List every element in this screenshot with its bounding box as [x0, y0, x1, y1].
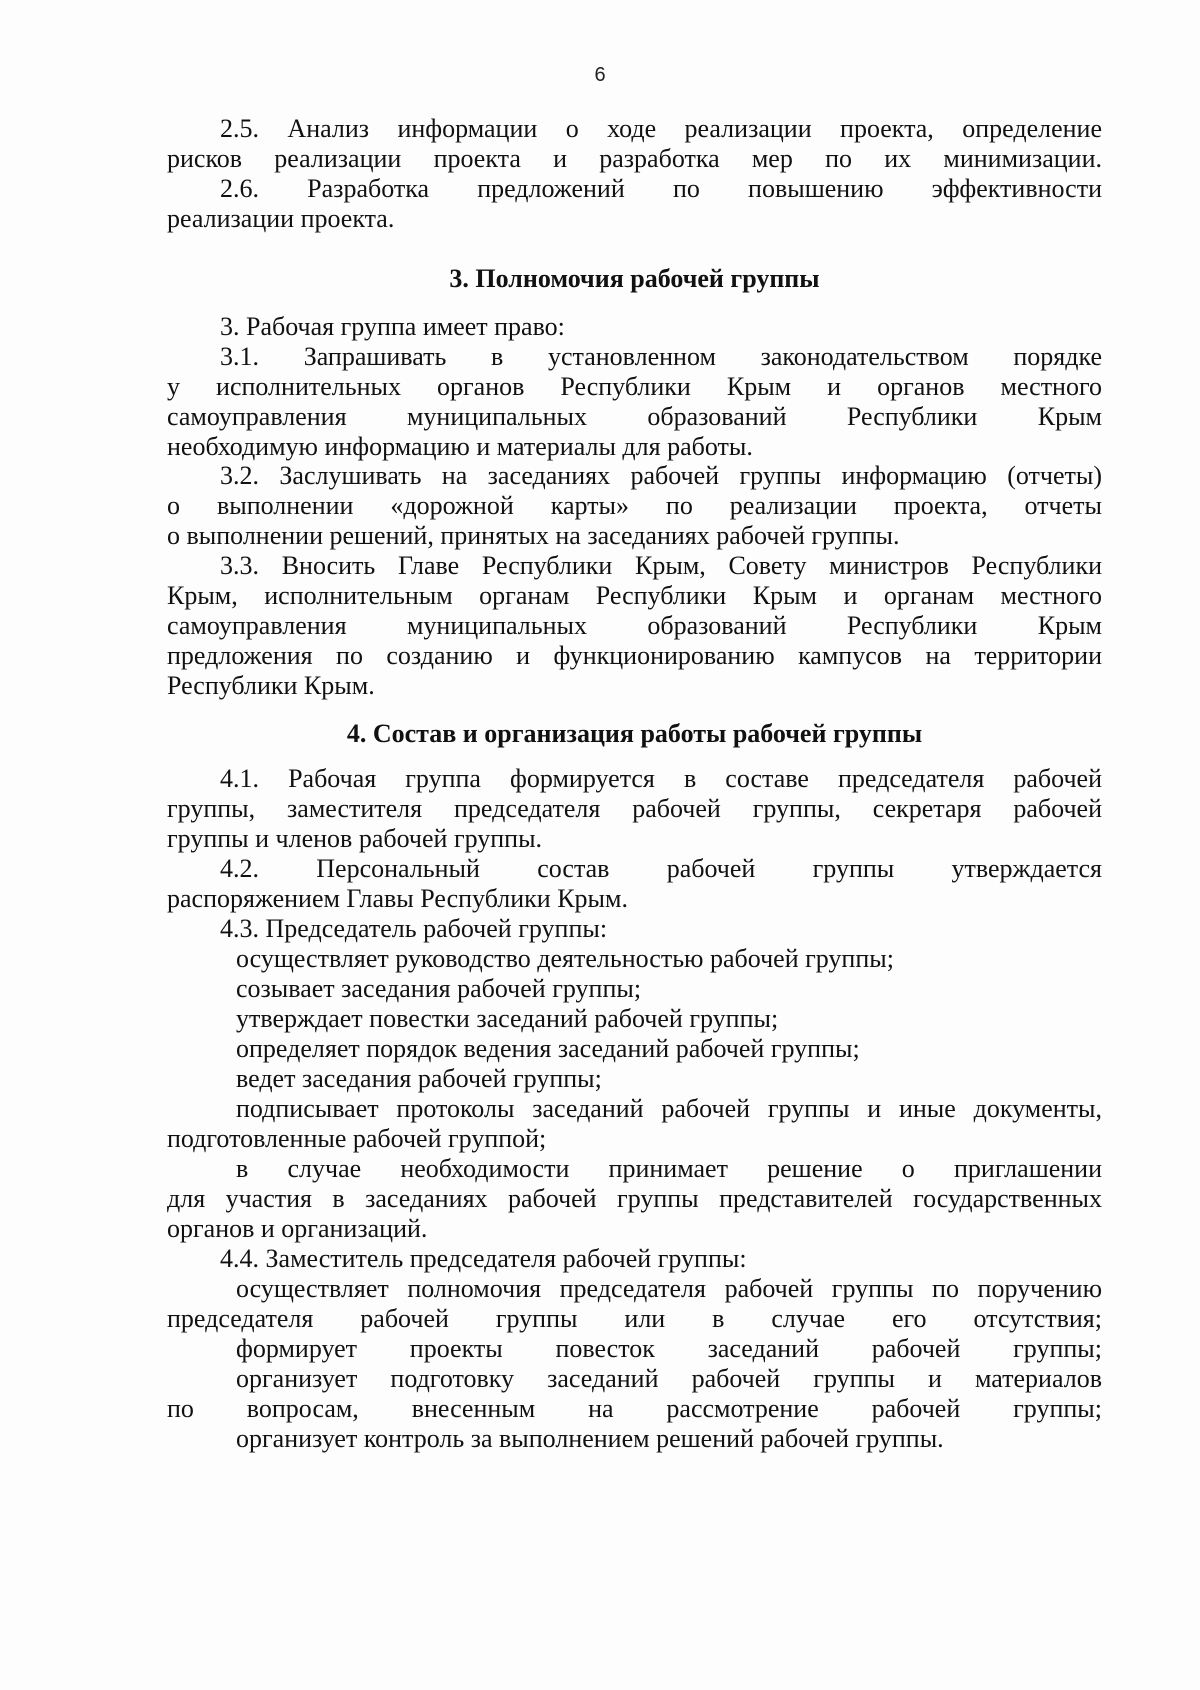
text-line: организует подготовку заседаний рабочей группы и материалов: [236, 1364, 1102, 1393]
text-line: о выполнении «дорожной карты» по реализации проекта, отчеты: [167, 491, 1102, 520]
text-line: 3.2. Заслушивать на заседаниях рабочей группы информацию (отчеты): [220, 461, 1102, 490]
page-number: 6: [594, 64, 606, 86]
text-line: реализации проекта.: [167, 204, 395, 233]
section-heading: 3. Полномочия рабочей группы: [449, 264, 820, 293]
text-line: утверждает повестки заседаний рабочей группы;: [236, 1004, 779, 1033]
text-line: необходимую информацию и материалы для работы.: [167, 432, 753, 461]
text-line: определяет порядок ведения заседаний рабочей группы;: [236, 1034, 860, 1063]
text-line: 2.5. Анализ информации о ходе реализации проекта, определение: [220, 114, 1102, 143]
text-line: рисков реализации проекта и разработка мер по их минимизации.: [167, 144, 1102, 173]
text-line: распоряжением Главы Республики Крым.: [167, 884, 628, 913]
text-line: по вопросам, внесенным на рассмотрение рабочей группы;: [167, 1394, 1102, 1423]
text-line: самоуправления муниципальных образований Республики Крым: [167, 402, 1102, 431]
text-line: 4.4. Заместитель председателя рабочей группы:: [220, 1244, 747, 1273]
text-line: 4.2. Персональный состав рабочей группы утверждается: [220, 854, 1102, 883]
text-line: 2.6. Разработка предложений по повышению эффективности: [220, 174, 1102, 203]
text-line: осуществляет полномочия председателя рабочей группы по поручению: [236, 1274, 1102, 1303]
text-line: у исполнительных органов Республики Крым и органов местного: [167, 372, 1102, 401]
text-line: о выполнении решений, принятых на заседаниях рабочей группы.: [167, 521, 900, 550]
text-line: подписывает протоколы заседаний рабочей группы и иные документы,: [236, 1094, 1102, 1123]
text-line: группы и членов рабочей группы.: [167, 824, 543, 853]
text-line: группы, заместителя председателя рабочей группы, секретаря рабочей: [167, 794, 1102, 823]
text-line: 4.1. Рабочая группа формируется в составе председателя рабочей: [220, 764, 1102, 793]
text-line: 3.3. Вносить Главе Республики Крым, Совету министров Республики: [220, 551, 1102, 580]
section-heading: 4. Состав и организация работы рабочей группы: [346, 719, 923, 748]
text-line: в случае необходимости принимает решение о приглашении: [236, 1154, 1102, 1183]
text-line: ведет заседания рабочей группы;: [236, 1064, 602, 1093]
text-line: Крым, исполнительным органам Республики Крым и органам местного: [167, 581, 1102, 610]
text-line: 3. Рабочая группа имеет право:: [220, 312, 565, 341]
text-line: 3.1. Запрашивать в установленном законодательством порядке: [220, 342, 1102, 371]
text-line: осуществляет руководство деятельностью рабочей группы;: [236, 944, 894, 973]
text-line: самоуправления муниципальных образований Республики Крым: [167, 611, 1102, 640]
text-line: подготовленные рабочей группой;: [167, 1124, 547, 1153]
text-line: для участия в заседаниях рабочей группы представителей государственных: [167, 1184, 1102, 1213]
text-line: Республики Крым.: [167, 671, 375, 700]
text-line: 4.3. Председатель рабочей группы:: [220, 914, 608, 943]
text-line: председателя рабочей группы или в случае его отсутствия;: [167, 1304, 1102, 1333]
text-line: формирует проекты повесток заседаний рабочей группы;: [236, 1334, 1102, 1363]
text-line: органов и организаций.: [167, 1214, 428, 1243]
text-line: организует контроль за выполнением решений рабочей группы.: [236, 1424, 944, 1453]
text-line: предложения по созданию и функционированию кампусов на территории: [167, 641, 1102, 670]
text-line: созывает заседания рабочей группы;: [236, 974, 642, 1003]
